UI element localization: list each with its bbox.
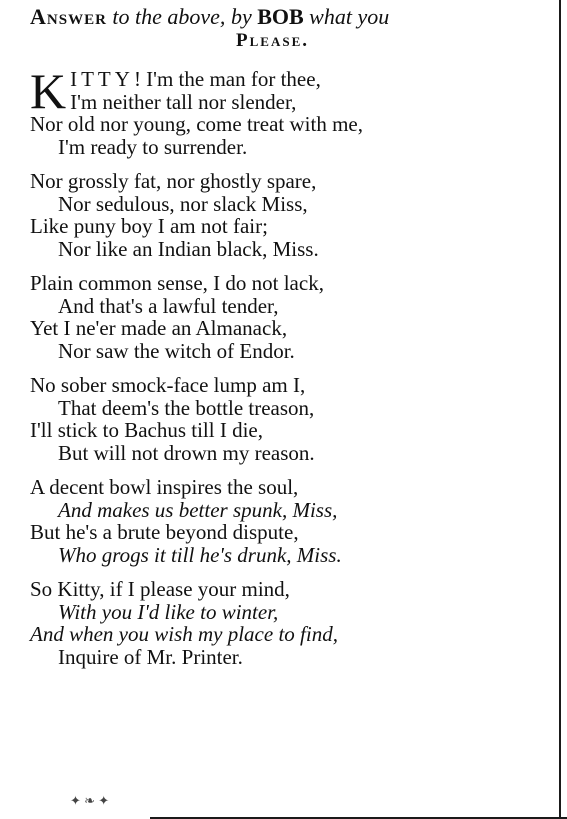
poem-line: I'll stick to Bachus till I die, bbox=[30, 418, 263, 442]
poem-line bbox=[30, 68, 550, 91]
poem-line: I'm neither tall nor slender, bbox=[70, 89, 297, 114]
poem-line: But will not drown my reason. bbox=[58, 440, 315, 465]
heading-what-you: what you bbox=[309, 4, 390, 29]
poem-line: So Kitty, if I please your mind, bbox=[30, 577, 290, 601]
poem-line: With you I'd like to winter, bbox=[58, 599, 279, 624]
printer-mark: ✦ ❧ ✦ bbox=[70, 793, 110, 808]
poem-line: Nor sedulous, nor slack Miss, bbox=[58, 191, 308, 216]
poem-line: Yet I ne'er made an Almanack, bbox=[30, 316, 288, 340]
poem-line: A decent bowl inspires the soul, bbox=[30, 475, 299, 499]
poem-line: Who grogs it till he's drunk, Miss. bbox=[58, 542, 342, 567]
poem-line: Nor grossly fat, nor ghostly spare, bbox=[30, 169, 317, 193]
stanza-3 bbox=[30, 272, 550, 362]
poem-line: Inquire of Mr. Printer. bbox=[58, 644, 243, 669]
stanza-1 bbox=[30, 63, 550, 159]
stanza-4 bbox=[30, 374, 550, 464]
poem-line: And that's a lawful tender, bbox=[58, 293, 279, 318]
poem-line: Plain common sense, I do not lack, bbox=[30, 271, 324, 295]
heading-answer: Answer bbox=[30, 4, 107, 29]
poem-line: I'm ready to surrender. bbox=[58, 134, 248, 159]
poem-line: No sober smock-face lump am I, bbox=[30, 373, 306, 397]
drop-cap: K bbox=[30, 63, 67, 119]
stanza-6 bbox=[30, 578, 550, 668]
heading-please: Please. bbox=[236, 30, 309, 51]
heading-by: by bbox=[230, 4, 252, 29]
poem-line: Nor saw the witch of Endor. bbox=[58, 338, 295, 363]
poem-line: Nor like an Indian black, Miss. bbox=[58, 236, 319, 261]
caps-word: ITTY bbox=[70, 67, 134, 91]
poem-body bbox=[30, 63, 550, 669]
stanza-2 bbox=[30, 170, 550, 260]
line-text: ! I'm the man for thee, bbox=[133, 67, 321, 91]
poem-line: Nor old nor young, come treat with me, bbox=[30, 112, 364, 136]
heading-to-the-above: to the above, bbox=[112, 4, 226, 29]
stanza-5 bbox=[30, 476, 550, 566]
poem-line: But he's a brute beyond dispute, bbox=[30, 520, 299, 544]
poem-line: That deem's the bottle treason, bbox=[58, 395, 315, 420]
poem-line: And when you wish my place to find, bbox=[30, 622, 338, 646]
heading-author: BOB bbox=[257, 4, 304, 29]
poem-heading bbox=[30, 4, 550, 30]
page-edge-right bbox=[559, 0, 561, 819]
poem-line: Like puny boy I am not fair; bbox=[30, 214, 268, 238]
poem-line: And makes us better spunk, Miss, bbox=[58, 497, 338, 522]
